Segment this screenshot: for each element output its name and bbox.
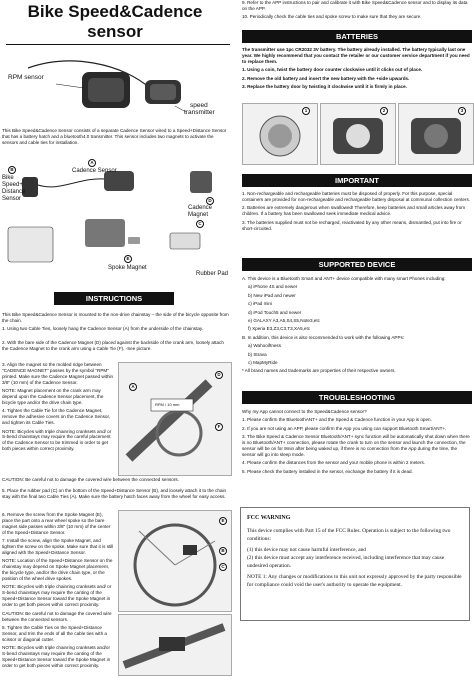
photo-label-2: 2 [380,107,388,115]
label-speed: speed [190,102,208,109]
instruction-note-2: NOTE: Bicycles with triple chainring cranksets and/ or S-bend chainstays may require the careful placement of the Cadence Sensor to be trimmed in order to get both pieces within correct proximity. [2,428,112,452]
install-photo-ties [118,614,232,676]
label-spoke-magnet: Spoke Magnet [108,265,147,271]
cable-tie-drawing [119,615,231,675]
label-cadence-sensor: Cadence Sensor [72,168,117,174]
section-header-instructions: INSTRUCTIONS [54,292,174,305]
supported-a-item-3: c) iPad mini [248,301,272,307]
fcc-warning-box [240,507,470,621]
fcc-p3: (2) this device must accept any interference received, including interference that may cause undesired operation. [247,555,445,569]
troubleshooting-item-4: 4. Please confirm the distances from the sensor and your mobile phone is within 2 meters. [242,460,426,466]
label-cadence-magnet: Cadence Magnet [188,205,213,218]
troubleshooting-section [242,409,472,477]
diagram-letter-d: D [215,371,223,379]
label-rubber-pad: Rubber Pad [196,271,229,277]
troubleshooting-item-3: 3. The Bike Speed & Cadence Sensor Bluetooth/ANT+ sync function will be automatically shut down when there is no Bluetooth/ANT+ connection, please rotate the crank to turn on the sensor and launch the connection, the sensor will be on for 9min after being waked up, if there is no connection from the App during the time, the sensor will go into sleep mode. [242,434,470,457]
important-section [242,191,472,234]
part-letter-a: A [88,159,96,167]
important-item-2: 2. Batteries are extremely dangerous when swallowed! Therefore, keep batteries and small articles away from children. If a battery has been swallowed seek immediate medical advice. [242,205,466,217]
part-letter-b: B [8,166,16,174]
supported-a-item-1: a) iPhone 4S and newer [248,284,298,290]
crank-text: RPM / 10 mm [155,402,180,407]
instructions-column-2 [2,512,114,671]
instruction-step-7: 7. Install the screw, align the Spoke Magnet, and tighten the screw on the spoke. Make sure that it is still aligned with the Speed+Distance Sensor. [2,538,114,555]
important-item-3: 3. The batteries supplied must not be recharged, reactivated by any other means, dismantled, put into fire or short-circuited. [242,219,462,231]
fcc-title: FCC WARNING [247,515,291,521]
title-rule [6,44,230,45]
section-header-troubleshooting: TROUBLESHOOTING [242,391,472,404]
supported-section [242,276,472,377]
diagram-letter-a: A [129,383,137,391]
section-header-batteries: BATTERIES [242,30,472,43]
instruction-caution-1: CAUTION: Be careful not to damage the covered wire between the connected sensors. [2,477,179,482]
supported-b-item-1: a) Wahooiftness [248,343,282,349]
wheel-drawing [119,511,231,611]
instruction-note-1: NOTE: Magnet placement on the crank arm may depend upon the Cadence Sensor placement, the bicycle type and/or the drive chain type. [2,388,104,405]
battery-step-1: 1. Using a coin, twist the battery door counter clockwise until it clicks out of place. [242,67,423,73]
batteries-section [242,47,472,92]
supported-a-item-2: b) New iPad and newer [248,292,296,298]
install-photo-crank [118,362,232,476]
part-letter-c: C [196,220,204,228]
instruction-note-3: NOTE: Location of the Speed+Distance Sensor on the chainstay may depend on Spoke Magnet placement, the bicycle type, and/or the drive chain type, or the position of the wheel drive spokes. [2,558,113,582]
instruction-step-8: 8. Tighten the Cable Ties on the Speed+Distance Sensor, and trim the ends of all the cable ties with a scissor or diagonal cutter. [2,624,107,642]
supported-b-item-2: b) Strava [248,351,267,357]
top-right-steps [242,0,472,23]
crank-drawing [119,363,231,475]
label-transmitter: transmitter [184,109,215,116]
install-photo-wheel [118,510,232,612]
instruction-note-5: NOTE: Bicycles with triple chainring cranksets and/or S-bend chainstays may require the canting of the Speed+Distance Sensor toward the Spoke Magnet in order to get both pieces within correct proximity. [2,645,111,668]
supported-a-item-6: f) Xperia E3,Z3,C3,T3,XA5,etc [248,326,311,332]
part-letter-d: D [206,197,214,205]
fcc-p2: (1) this device may not cause harmful interference, and [247,547,366,553]
battery-step-2: 2. Remove the old battery and insert the new battery with the +side upwards. [242,75,410,81]
batteries-intro: The transmitter use 1pc CR2032 3V battery. The battery already installed. The battery typically last one year. We highly recommend that you contact the retailer or our customer service department if you need to replace them. [242,47,470,64]
title-line-2: sensor [87,22,143,41]
instruction-step-4: 4. Tighten the Cable Tie for the Cadence Magnet, remove the adhesive covers on the Cadence Sensor, and tighten its Cable Ties. [2,408,111,426]
intro-text: This Bike Speed&Cadence Sensor consists of a separate Cadence Sensor wired to a Speed+Distance Sensor that has a battery hatch and a bluetooth4.0 transmitter. This sensor includes two magnets to activate the sensors and cable ties for installation. [2,128,227,145]
photo-label-3: 3 [458,107,466,115]
instruction-step-6: 6. Remove the screw from the Spoke Magnet (E), place the part onto a rear wheel spoke so the bare magnet side passes within 3/8" (10 mm) of the center of the Speed+Distance Sensor. [2,512,111,535]
diagram-letter-f: F [215,423,223,431]
supported-a-item-5: e) GALAXY A3,A5,S4,S5,Note3,etc [248,318,320,324]
section-header-important: IMPORTANT [242,174,472,187]
title-line-1: Bike Speed&Cadence [27,2,203,21]
troubleshooting-question: Why my App cannot connect to the Speed&Cadence sensor? [242,409,367,414]
instruction-step-3: 3. Align the magnet so the molded ridge between "CADENCE MAGNET" passes by the symbol "RPM" printed. Make sure the Cadence Magnet passed within 3/8" (10 mm) of the Cadence Sensor. [2,362,114,385]
diagram-letter-b: B [219,547,227,555]
instruction-intro: This Bike Speed&Cadence Sensor is mounted to the non-drive chainstay – the side of the bicycle opposite from the chain. [2,312,229,323]
instruction-note-4: NOTE: Bicycles with triple chainring cranksets and/ or S-bend chainstays may require the canting of the Speed+Distance Sensor toward the Spoke Magnet in order to get both pieces within correct proximity. [2,584,112,608]
label-rpm-sensor: RPM sensor [8,74,44,81]
diagram-letter-e: E [219,517,227,525]
step-9: 9. Refer to the APP instructions to pair and calibrate it with Bike Speed&Cadence sensor and to display its data on the APP. [242,0,468,11]
part-letter-e: E [124,255,132,263]
page-title [0,2,230,42]
section-header-supported-device: SUPPORTED DEVICE [242,258,472,271]
step-10: 10. Periodically check the cable ties and spoke screw to make sure that they are secure. [242,14,422,20]
supported-a-item-4: d) iPod Touch5 and newer [248,309,302,315]
instruction-step-2: 2. With the bare side of the Cadence Magnet (D) placed against the backside of the crank arm, loosely attach the Cadence Magnet to the crank arm using a Cable Tie (F). -See picture. [2,340,224,351]
diagram-letter-c: C [219,563,227,571]
label-bike-sensor: Bike Speed+ Distance Sensor [2,175,26,202]
troubleshooting-item-5: 5. Please check the battery installed in the sensor, exchange the battery if it is dead. [242,468,413,474]
supported-b-item-3: c) MapMyRide [248,360,278,366]
instruction-step-1: 1. Using two Cable Ties, loosely hang the Cadence Sensor (A) from the underside of the chainstay. [2,326,204,331]
troubleshooting-item-1: 1. Please confirm the BluetoothANT+ and the Speed & Cadence function in your App is open. [242,417,432,423]
supported-b-intro: B. In addition, this device is also recommended to work with the following APPs: [242,334,405,340]
battery-step-3: 3. Replace the battery door by twisting it clockwise until it is firmly in place. [242,84,407,90]
parts-diagram [0,157,232,282]
instruction-caution-2: CAUTION: Be careful not to damage the covered wire between the connected sensors. [2,610,112,622]
supported-note: * All brand names and trademarks are properties of their respective owners. [242,368,396,374]
instructions-column [2,362,114,455]
fcc-p1: This device complies with Part 15 of the FCC Rules. Operation is subject to the following two conditions: [247,528,451,542]
fcc-p4: NOTE 1: Any changes or modifications to this unit not expressly approved by the party responsible for compliance could void the user's authority to operate the equipment. [247,574,462,588]
supported-a-intro: A. This device is a Bluetooth Smart and ANT+ device compatible with many smart Phones including: [242,276,446,281]
battery-photos [242,103,472,165]
important-item-1: 1. Non-rechargeable and rechargeable batteries must be disposed of properly. For this purpose, special containers are provided for non-rechargeable and rechargeable battery disposal at communal collection centers. [242,191,471,202]
photo-label-1: 1 [302,107,310,115]
troubleshooting-item-2: 2. If you are not using an APP, please confirm the App you using can support Bluetooth Smart/ANT+. [242,425,447,431]
instruction-step-5: 5. Place the rubber pad (C) on the bottom of the Speed+Distance Sensor (B), and loosely attach it to the chain stay with the final two Cable Ties (A). Make sure the battery hatch faces away from the wheel for easy access. [2,488,227,499]
